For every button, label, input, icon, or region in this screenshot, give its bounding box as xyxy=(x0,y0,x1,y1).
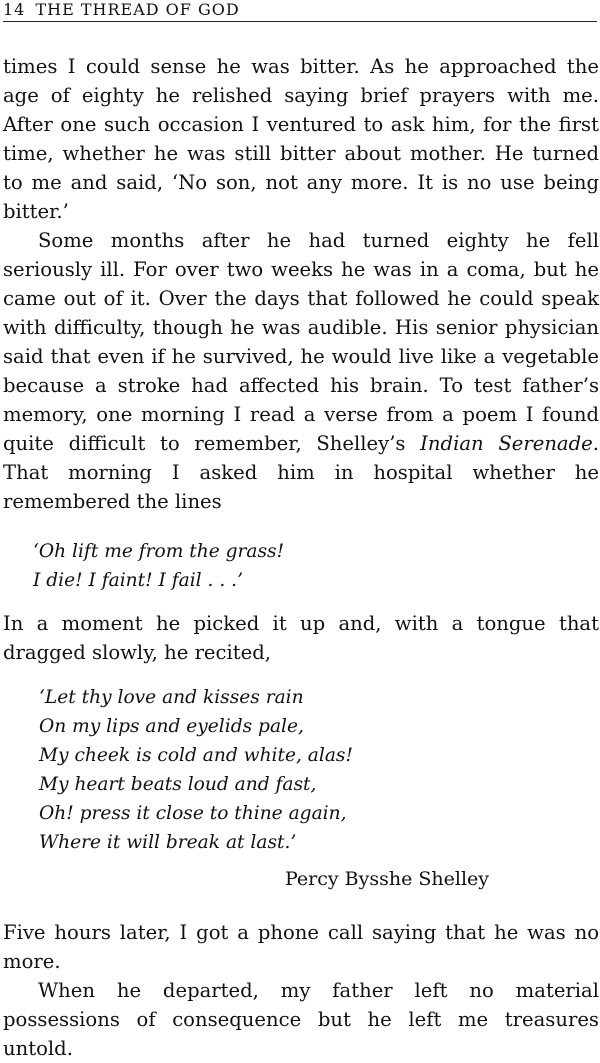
quoted-verse-1 xyxy=(33,537,599,595)
book-title: THE THREAD OF GOD xyxy=(35,0,240,19)
poem-attribution: Percy Bysshe Shelley xyxy=(285,868,490,890)
page-body xyxy=(3,52,599,1063)
verse-line: Where it will break at last.’ xyxy=(39,832,297,853)
paragraph-continued: times I could sense he was bitter. As he approached the age of eighty he relished saying brief prayers with me. After one such occasion I ventured to ask him, for the first time, whether he was still bitter about mother. He turned to me and said, ‘No son, not any more. It is no use being bitter.’ xyxy=(3,55,599,223)
verse-line: I die! I faint! I fail . . .’ xyxy=(33,570,243,591)
paragraph-treasures: When he departed, my father left no material possessions of consequence but he left me treasures untold. xyxy=(3,979,599,1060)
paragraph-phone-call: Five hours later, I got a phone call saying that he was no more. xyxy=(3,921,599,973)
verse-line: ‘Let thy love and kisses rain xyxy=(39,687,304,708)
verse-line: My cheek is cold and white, alas! xyxy=(39,745,353,766)
paragraph-illness-text: Some months after he had turned eighty he fell seriously ill. For over two weeks he was in a coma, but he came out of it. Over the days that followed he could speak with difficulty, though he was audible. His senior physician said that even if he survived, he would live like a vegetable because a stroke had affected his brain. To test father’s memory, one morning I read a verse from a poem I found quite difficult to remember, Shelley’s xyxy=(3,229,599,455)
paragraph-recited: In a moment he picked it up and, with a tongue that dragged slowly, he recited, xyxy=(3,612,599,664)
verse-line: ‘Oh lift me from the grass! xyxy=(33,541,285,562)
paragraph-illness xyxy=(3,226,599,516)
verse-line: Oh! press it close to thine again, xyxy=(39,803,347,824)
running-header xyxy=(3,0,597,22)
poem-title: Indian Serenade xyxy=(420,432,593,455)
page-number: 14 xyxy=(3,0,26,19)
verse-line: My heart beats loud and fast, xyxy=(39,774,317,795)
paragraph-illness-end: . That morning I asked him in hospital whether he remembered the lines xyxy=(3,432,599,513)
verse-line: On my lips and eyelids pale, xyxy=(39,716,304,737)
quoted-verse-2 xyxy=(39,683,599,857)
